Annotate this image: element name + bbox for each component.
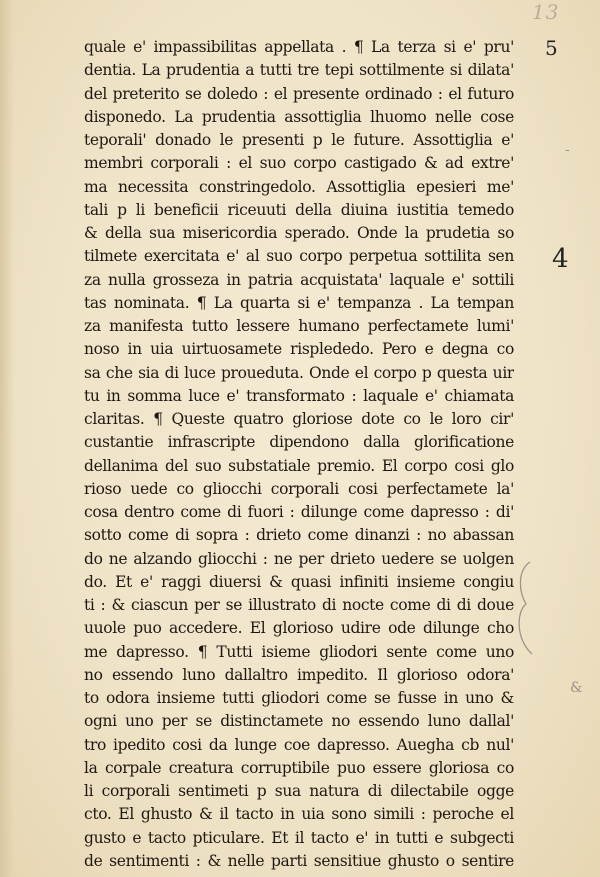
text-line: dellanima del suo substatiale premio. El corpo cosi glo (84, 456, 514, 475)
text-line: ogni uno per se distinctamete no essendo luno dallal' (84, 712, 514, 731)
text-line: cosa dentro come di fuori : dilunge come dapresso : di' (84, 503, 514, 521)
text-line: custantie infrascripte dipendono dalla glorificatione (84, 433, 514, 452)
text-line: ti : & ciascun per se illustrato di nocte come di di doue (84, 596, 514, 614)
text-line: sotto come di sopra : drieto come dinanzi : no abassan (84, 526, 514, 545)
text-line: ma necessita constringedolo. Assottiglia epesieri me' (84, 177, 514, 196)
text-line: to odora insieme tutti gliodori come se fusse in uno & (84, 689, 514, 707)
handwritten-folio-note: 13 (532, 0, 560, 24)
text-line: la corpale creatura corruptibile puo essere gloriosa co (84, 758, 514, 777)
margin-number-5: 5 (545, 36, 558, 60)
text-line: tro ipedito cosi da lunge coe dapresso. Auegha cb nul' (84, 735, 514, 754)
text-line: quale e' impassibilitas appellata . ¶ La terza si e' pru' (84, 38, 514, 56)
text-line: del preterito se doledo : el presente ordinado : el futuro (84, 84, 514, 103)
text-line: sa che sia di luce proueduta. Onde el corpo p questa uir (84, 363, 514, 382)
text-line: tas nominata. ¶ La quarta si e' tempanza . La tempan (84, 293, 514, 312)
text-line: li corporali sentimeti p sua natura di dilectabile ogge (84, 782, 514, 800)
page-gutter-shadow (0, 0, 14, 877)
text-line: me dapresso. ¶ Tutti isieme gliodori sente come uno (84, 642, 514, 661)
text-line: tali p li beneficii riceuuti della diuina iustitia temedo (84, 200, 514, 219)
text-line: za nulla grosseza in patria acquistata' laquale e' sottili (84, 270, 514, 289)
text-line: de sentimenti : & nelle parti sensitiue ghusto o sentire (84, 851, 514, 870)
text-line: tu in somma luce e' transformato : laquale e' chiamata (84, 386, 514, 405)
text-line: do. Et e' raggi diuersi & quasi infiniti insieme congiu (84, 572, 514, 591)
text-line: cto. El ghusto & il tacto in uia sono simili : peroche el (84, 805, 514, 824)
text-line: noso in uia uirtuosamete risplededo. Pero e degna co (84, 340, 514, 359)
text-line: dentia. La prudentia a tutti tre tepi sottilmente si dilata' (84, 61, 514, 80)
pencil-bracket-mark (512, 560, 536, 656)
text-line: & della sua misericordia sperado. Onde la prudetia so (84, 224, 514, 242)
text-line: do ne alzando gliocchi : ne per drieto uedere se uolgen (84, 549, 514, 568)
text-line: no essendo luno dallaltro impedito. Il glorioso odora' (84, 665, 514, 684)
margin-mark: & (570, 680, 583, 696)
text-line: gusto e tacto pticulare. Et il tacto e' in tutti e subgecti (84, 828, 514, 847)
margin-number-4: 4 (552, 244, 569, 274)
incunable-text-block (84, 36, 514, 873)
text-line: za manifesta tutto lessere humano perfectamete lumi' (84, 317, 514, 335)
text-line: membri corporali : el suo corpo castigado & ad extre' (84, 154, 514, 173)
text-line: uuole puo accedere. El glorioso udire ode dilunge cho (84, 619, 514, 638)
text-line: disponedo. La prudentia assottiglia lhuomo nelle cose (84, 107, 514, 126)
margin-mark: - (565, 142, 570, 158)
text-line: claritas. ¶ Queste quatro gloriose dote co le loro cir' (84, 410, 514, 428)
text-line: tilmete exercitata e' al suo corpo perpetua sottilita sen (84, 247, 514, 266)
text-line: rioso uede co gliocchi corporali cosi perfectamete la' (84, 479, 514, 498)
text-line: teporali' donado le presenti p le future. Assottiglia e' (84, 131, 514, 149)
